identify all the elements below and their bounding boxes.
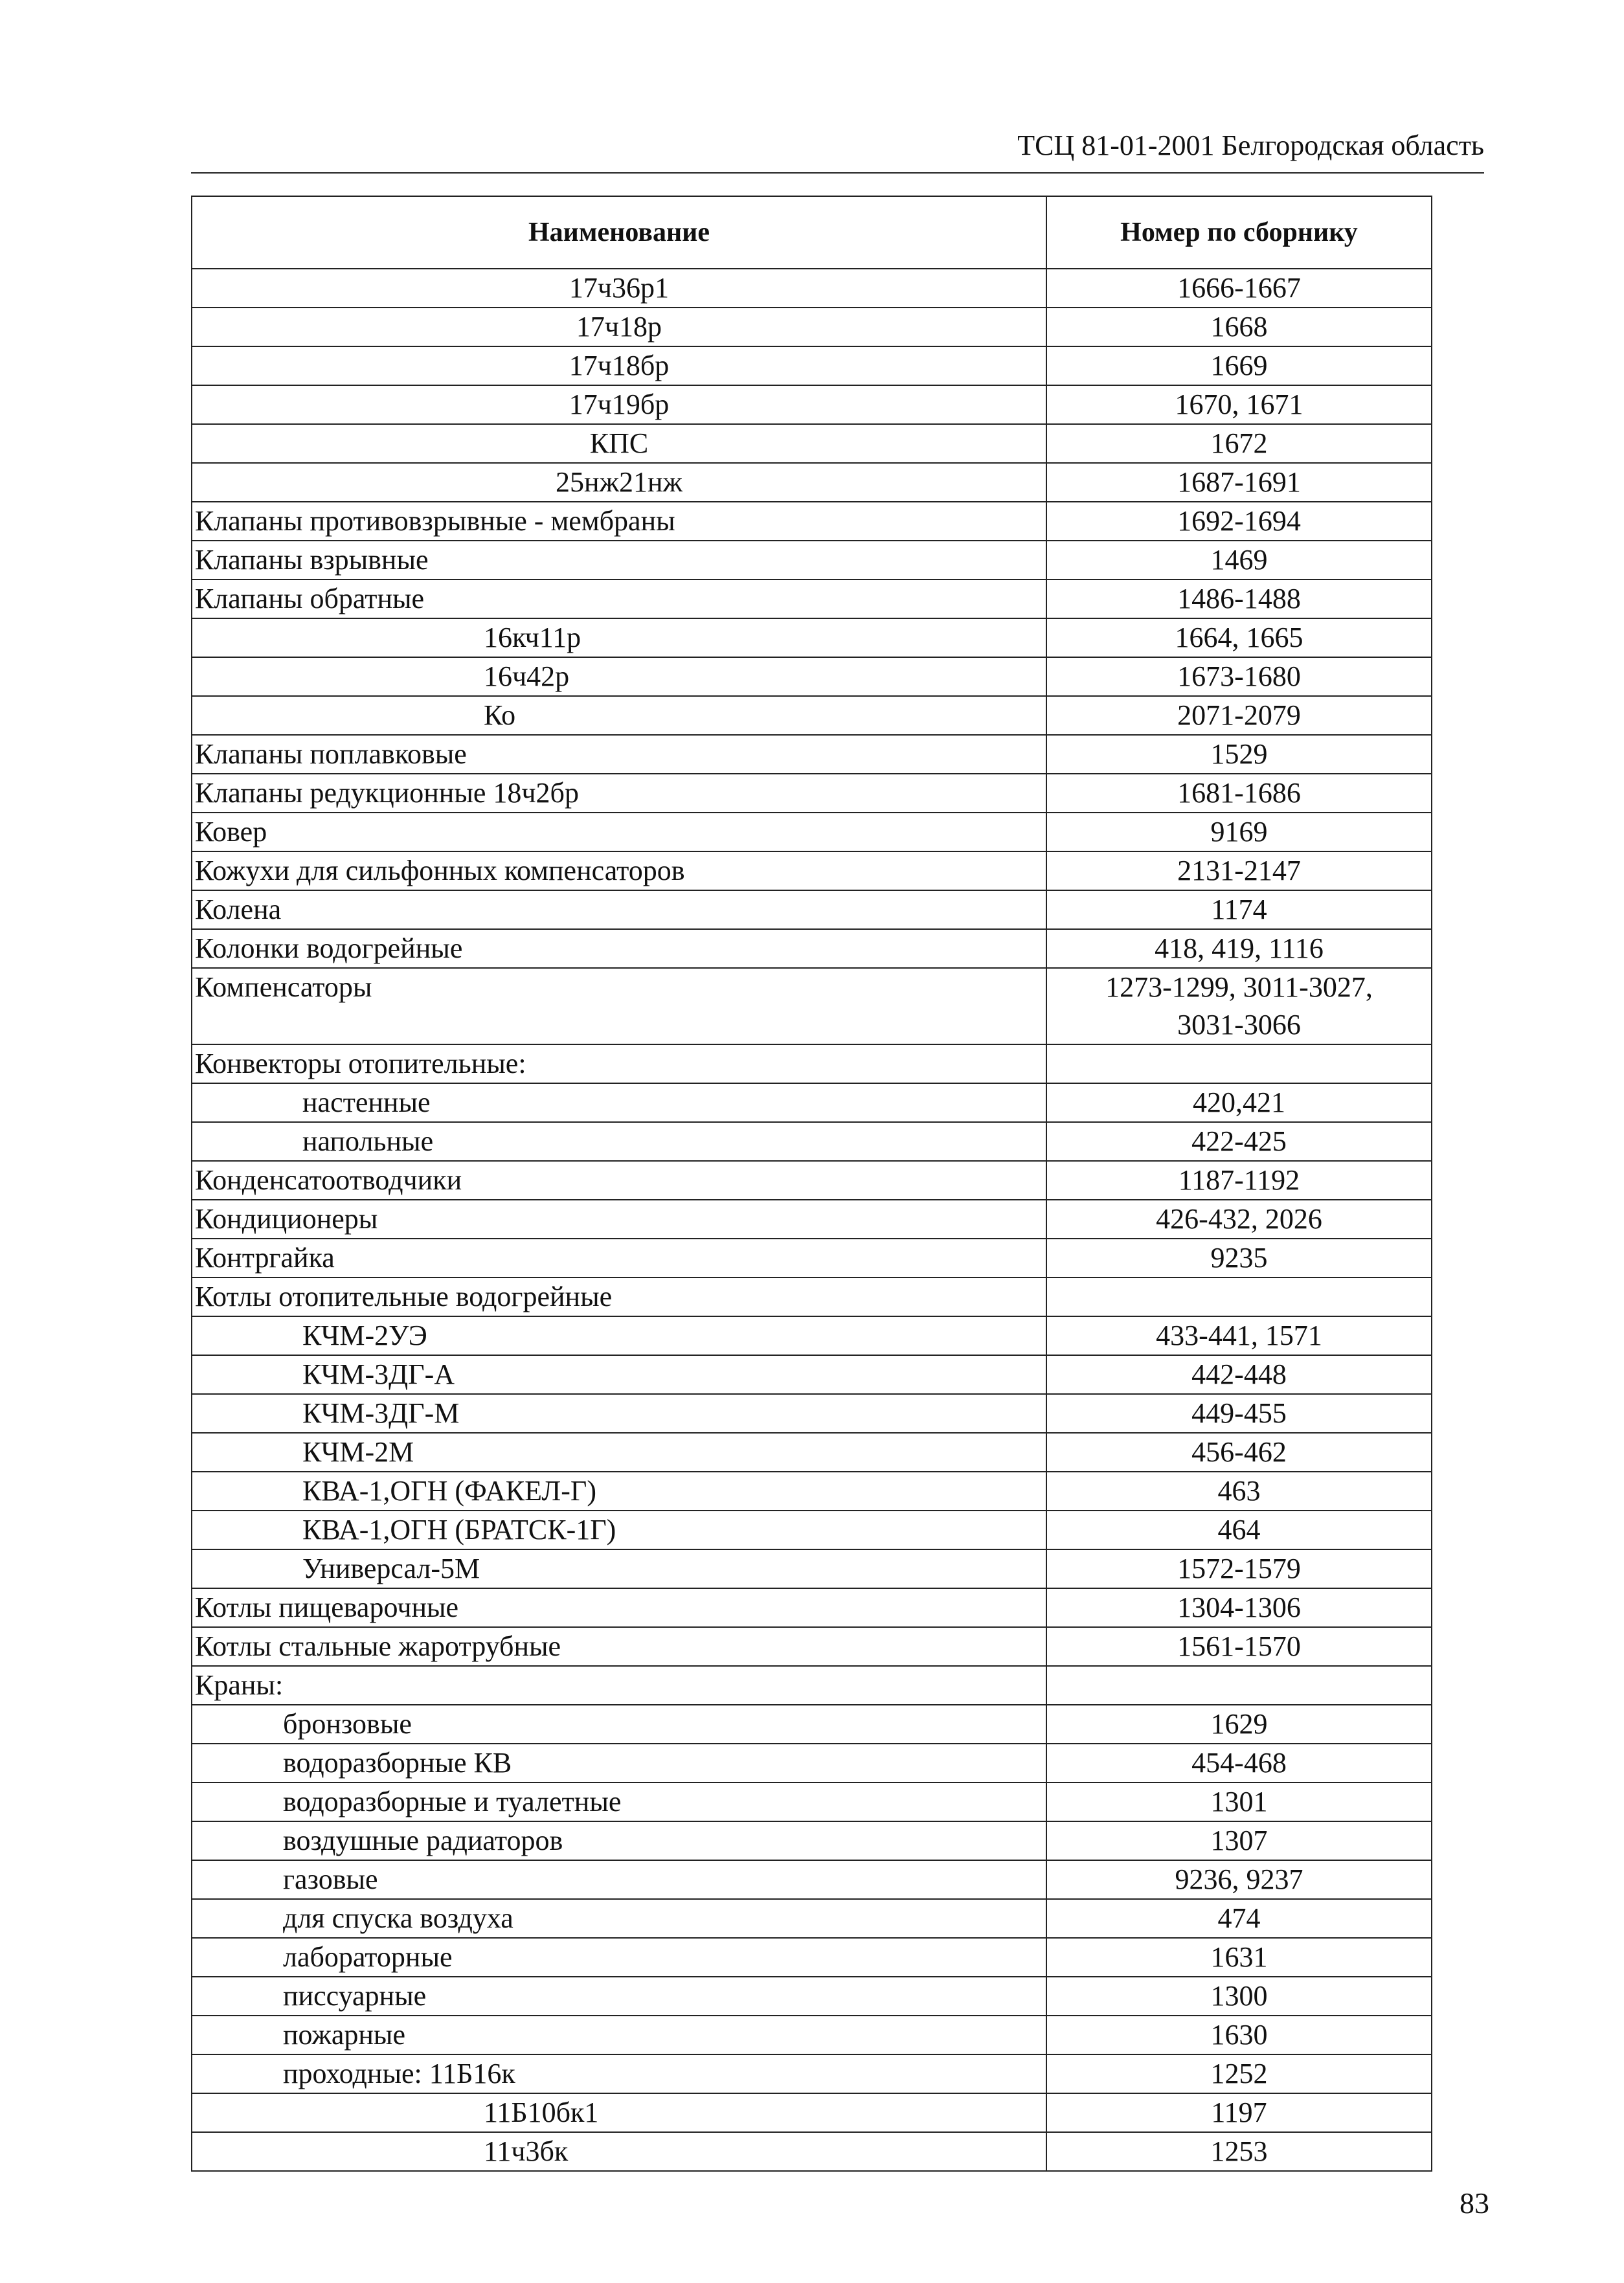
table-row — [192, 579, 1432, 618]
table-row — [192, 1394, 1432, 1433]
row-name: Кондиционеры — [192, 1200, 1046, 1239]
table-row — [192, 269, 1432, 308]
table-row — [192, 1355, 1432, 1394]
table-row — [192, 1899, 1432, 1938]
row-number-line-2: 3031-3066 — [1177, 1009, 1301, 1040]
row-number: 1666-1667 — [1046, 269, 1432, 308]
table-row — [192, 618, 1432, 657]
row-name: Ко — [192, 696, 1046, 735]
table-row — [192, 1472, 1432, 1511]
table-row — [192, 1239, 1432, 1277]
row-name: Колонки водогрейные — [192, 929, 1046, 968]
row-name: 25нж21нж — [192, 463, 1046, 502]
table-row — [192, 1783, 1432, 1821]
table-row — [192, 2016, 1432, 2054]
row-number: 1630 — [1046, 2016, 1432, 2054]
table-row — [192, 424, 1432, 463]
row-number — [1046, 1666, 1432, 1705]
row-number: 1687-1691 — [1046, 463, 1432, 502]
row-number: 9236, 9237 — [1046, 1860, 1432, 1899]
table-row — [192, 735, 1432, 774]
row-name: Котлы пищеварочные — [192, 1588, 1046, 1627]
row-number: 9235 — [1046, 1239, 1432, 1277]
row-number: 433-441, 1571 — [1046, 1316, 1432, 1355]
row-name: КЧМ-3ДГ-М — [192, 1394, 1046, 1433]
row-name: Колена — [192, 890, 1046, 929]
row-name: Клапаны противовзрывные - мембраны — [192, 502, 1046, 541]
table-row — [192, 1316, 1432, 1355]
row-name: 16кч11р — [192, 618, 1046, 657]
header-rule — [191, 172, 1484, 174]
row-name: 17ч18р — [192, 308, 1046, 346]
table-row — [192, 346, 1432, 385]
row-number: 1561-1570 — [1046, 1627, 1432, 1666]
row-name: пожарные — [192, 2016, 1046, 2054]
row-number: 449-455 — [1046, 1394, 1432, 1433]
row-number: 1529 — [1046, 735, 1432, 774]
row-number: 420,421 — [1046, 1083, 1432, 1122]
row-name: водоразборные КВ — [192, 1744, 1046, 1783]
row-name: 17ч19бр — [192, 385, 1046, 424]
table-row — [192, 1938, 1432, 1977]
row-number: 1187-1192 — [1046, 1161, 1432, 1200]
table-row — [192, 463, 1432, 502]
table-row — [192, 308, 1432, 346]
index-table — [191, 196, 1432, 2172]
row-number: 1672 — [1046, 424, 1432, 463]
row-number: 422-425 — [1046, 1122, 1432, 1161]
row-name: 11ч3бк — [192, 2132, 1046, 2171]
row-number: 426-432, 2026 — [1046, 1200, 1432, 1239]
row-number: 1670, 1671 — [1046, 385, 1432, 424]
row-number: 1300 — [1046, 1977, 1432, 2016]
row-number: 1253 — [1046, 2132, 1432, 2171]
table-row — [192, 1511, 1432, 1549]
table-row — [192, 929, 1432, 968]
table-row — [192, 1122, 1432, 1161]
row-name: КЧМ-3ДГ-А — [192, 1355, 1046, 1394]
row-number — [1046, 1277, 1432, 1316]
row-number: 1252 — [1046, 2054, 1432, 2093]
row-name: бронзовые — [192, 1705, 1046, 1744]
row-number: 9169 — [1046, 813, 1432, 851]
table-row — [192, 890, 1432, 929]
table-row — [192, 968, 1432, 1044]
row-name: Кожухи для сильфонных компенсаторов — [192, 851, 1046, 890]
table-row — [192, 1433, 1432, 1472]
row-name: Конвекторы отопительные: — [192, 1044, 1046, 1083]
row-name: напольные — [192, 1122, 1046, 1161]
table-row — [192, 1821, 1432, 1860]
table-row — [192, 385, 1432, 424]
row-number: 1673-1680 — [1046, 657, 1432, 696]
table-row — [192, 2093, 1432, 2132]
row-name: Конденсатоотводчики — [192, 1161, 1046, 1200]
row-name: КВА-1,ОГН (ФАКЕЛ-Г) — [192, 1472, 1046, 1511]
row-name: Краны: — [192, 1666, 1046, 1705]
row-number: 2071-2079 — [1046, 696, 1432, 735]
table-row — [192, 1860, 1432, 1899]
table-row — [192, 657, 1432, 696]
row-number: 418, 419, 1116 — [1046, 929, 1432, 968]
row-number-line-1: 1273-1299, 3011-3027, — [1105, 971, 1373, 1003]
table-row — [192, 1705, 1432, 1744]
row-number: 456-462 — [1046, 1433, 1432, 1472]
row-number — [1046, 1044, 1432, 1083]
row-name: Ковер — [192, 813, 1046, 851]
row-name: Контргайка — [192, 1239, 1046, 1277]
table-row — [192, 813, 1432, 851]
row-number: 454-468 — [1046, 1744, 1432, 1783]
row-name: писсуарные — [192, 1977, 1046, 2016]
row-name: 16ч42р — [192, 657, 1046, 696]
column-header-number: Номер по сборнику — [1046, 196, 1432, 269]
table-row — [192, 1627, 1432, 1666]
row-number: 1304-1306 — [1046, 1588, 1432, 1627]
row-name: Клапаны поплавковые — [192, 735, 1046, 774]
row-name: Универсал-5М — [192, 1549, 1046, 1588]
table-row — [192, 1977, 1432, 2016]
row-name: Котлы стальные жаротрубные — [192, 1627, 1046, 1666]
row-name: настенные — [192, 1083, 1046, 1122]
row-number: 1307 — [1046, 1821, 1432, 1860]
table-row — [192, 851, 1432, 890]
row-number: 1664, 1665 — [1046, 618, 1432, 657]
row-name: газовые — [192, 1860, 1046, 1899]
row-number: 474 — [1046, 1899, 1432, 1938]
row-number: 1486-1488 — [1046, 579, 1432, 618]
row-name: 11Б10бк1 — [192, 2093, 1046, 2132]
row-number: 442-448 — [1046, 1355, 1432, 1394]
table-row — [192, 1666, 1432, 1705]
row-name: КВА-1,ОГН (БРАТСК-1Г) — [192, 1511, 1046, 1549]
row-number: 1469 — [1046, 541, 1432, 579]
row-name: Клапаны обратные — [192, 579, 1046, 618]
table-row — [192, 1588, 1432, 1627]
table-row — [192, 1083, 1432, 1122]
row-name: 17ч36р1 — [192, 269, 1046, 308]
table-header-row — [192, 196, 1432, 269]
row-name: КЧМ-2УЭ — [192, 1316, 1046, 1355]
table-row — [192, 774, 1432, 813]
row-name: КПС — [192, 424, 1046, 463]
row-name: КЧМ-2М — [192, 1433, 1046, 1472]
row-number: 1669 — [1046, 346, 1432, 385]
row-number — [1046, 968, 1432, 1044]
row-name: проходные: 11Б16к — [192, 2054, 1046, 2093]
row-name: Клапаны взрывные — [192, 541, 1046, 579]
table-row — [192, 696, 1432, 735]
table-row — [192, 1744, 1432, 1783]
row-name: воздушные радиаторов — [192, 1821, 1046, 1860]
row-name: для спуска воздуха — [192, 1899, 1046, 1938]
row-number: 1174 — [1046, 890, 1432, 929]
row-number: 1572-1579 — [1046, 1549, 1432, 1588]
row-name: водоразборные и туалетные — [192, 1783, 1046, 1821]
document-header: ТСЦ 81-01-2001 Белгородская область — [1017, 129, 1484, 161]
table-row — [192, 2054, 1432, 2093]
table-row — [192, 541, 1432, 579]
table-row — [192, 2132, 1432, 2171]
table-row — [192, 1044, 1432, 1083]
row-name: лабораторные — [192, 1938, 1046, 1977]
row-name: Клапаны редукционные 18ч2бр — [192, 774, 1046, 813]
row-number: 1681-1686 — [1046, 774, 1432, 813]
row-number: 1197 — [1046, 2093, 1432, 2132]
row-number: 1668 — [1046, 308, 1432, 346]
table-row — [192, 1277, 1432, 1316]
table-row — [192, 1161, 1432, 1200]
table-row — [192, 1549, 1432, 1588]
row-name: Котлы отопительные водогрейные — [192, 1277, 1046, 1316]
row-number: 1631 — [1046, 1938, 1432, 1977]
page-number: 83 — [1460, 2187, 1489, 2220]
table-row — [192, 1200, 1432, 1239]
row-name: 17ч18бр — [192, 346, 1046, 385]
column-header-name: Наименование — [192, 196, 1046, 269]
row-number: 464 — [1046, 1511, 1432, 1549]
row-number: 463 — [1046, 1472, 1432, 1511]
row-number: 1301 — [1046, 1783, 1432, 1821]
row-name: Компенсаторы — [192, 968, 1046, 1044]
table-row — [192, 502, 1432, 541]
row-number: 1629 — [1046, 1705, 1432, 1744]
row-number: 1692-1694 — [1046, 502, 1432, 541]
row-number: 2131-2147 — [1046, 851, 1432, 890]
